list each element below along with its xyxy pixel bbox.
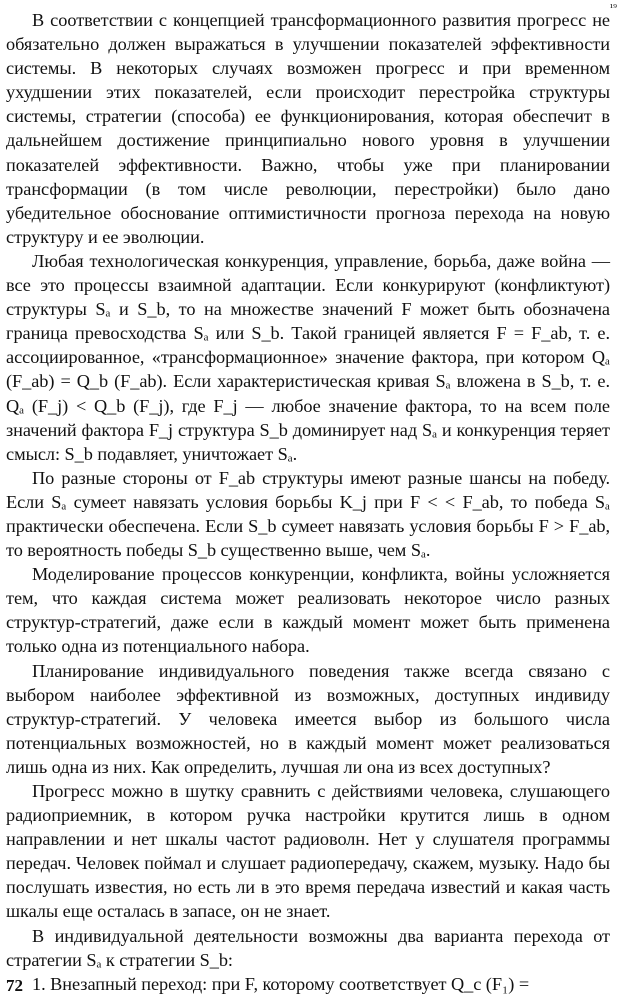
paragraph-radio-analogy: Прогресс можно в шутку сравнить с действиями человека, слушающего радиоприемник, в котором ручка настройки крутится лишь в одном направлении и нет шкалы частот радиоволн. Нет у слушателя программы передач. Человек поймал и слушает радиопередачу, скажем, музыку. Надо бы послушать известия, но есть ли в это время передача известий и какая часть шкалы еще осталась в запасе, он не знает. bbox=[6, 781, 610, 922]
paragraph-transformational-progress: В соответствии с концепцией трансформационного развития прогресс не обязательно должен выражаться в улучшении показателей эффективности системы. В некоторых случаях возможен прогресс и при временном ухудшении этих показателей, если происходит перестройка структуры системы, стратегии (способа) ее функционирования, которая обеспечит в дальнейшем достижение принципиально нового уровня в улучшении показателей эффективности. Важно, чтобы уже при планировании трансформации (в том числе революции, перестройки) было дано убедительное обоснование оптимистичности прогноза перехода на новую структуру и ее эволюции. bbox=[6, 10, 610, 247]
paragraph-two-variants: В индивидуальной деятельности возможны два варианта перехода от стратегии Sₐ к стратегии S_b: bbox=[6, 925, 610, 970]
paragraph-sudden-transition: 1. Внезапный переход: при F, которому соответствует Q_c (F₁) = bbox=[32, 973, 530, 994]
corner-mark: ¹⁹ bbox=[609, 2, 617, 14]
paragraph-competition-adaptation: Любая технологическая конкуренция, управление, борьба, даже война — все это процессы взаимной адаптации. Если конкурируют (конфликтуют) структуры Sₐ и S_b, то на множестве значений F может быть обозначена граница превосходства Sₐ или S_b. Такой границей является F = F_ab, т. е. ассоциированное, «трансформационное» значение фактора, при котором Qₐ (F_ab) = Q_b (F_ab). Если характеристическая кривая Sₐ вложена в S_b, т. е. Qₐ (F_j) < Q_b (F_j), где F_j — любое значение фактора, то на всем поле значений фактора F_j структура S_b доминирует над Sₐ и конкуренция теряет смысл: S_b подавляет, уничтожает Sₐ. bbox=[6, 250, 610, 464]
page-number: 72 bbox=[6, 976, 23, 995]
paragraph-individual-planning: Планирование индивидуального поведения также всегда связано с выбором наиболее эффективной из возможных, доступных индивиду структур-стратегий. У человека имеется выбор из большого числа потенциальных возможностей, но в каждый момент может реализоваться лишь одна из них. Как определить, лучшая ли она из всех доступных? bbox=[6, 660, 610, 777]
paragraph-chances-of-victory: По разные стороны от F_ab структуры имеют разные шансы на победу. Если Sₐ сумеет навязать условия борьбы K_j при F < < F_ab, то победа Sₐ практически обеспечена. Если S_b сумеет навязать условия борьбы F > F_ab, то вероятность победы S_b существенно выше, чем Sₐ. bbox=[6, 467, 610, 561]
paragraph-modeling-conflict: Моделирование процессов конкуренции, конфликта, войны усложняется тем, что каждая система может реализовать некоторое число разных структур-стратегий, даже если в каждый момент может быть применена только одна из потенциального набора. bbox=[6, 564, 610, 657]
